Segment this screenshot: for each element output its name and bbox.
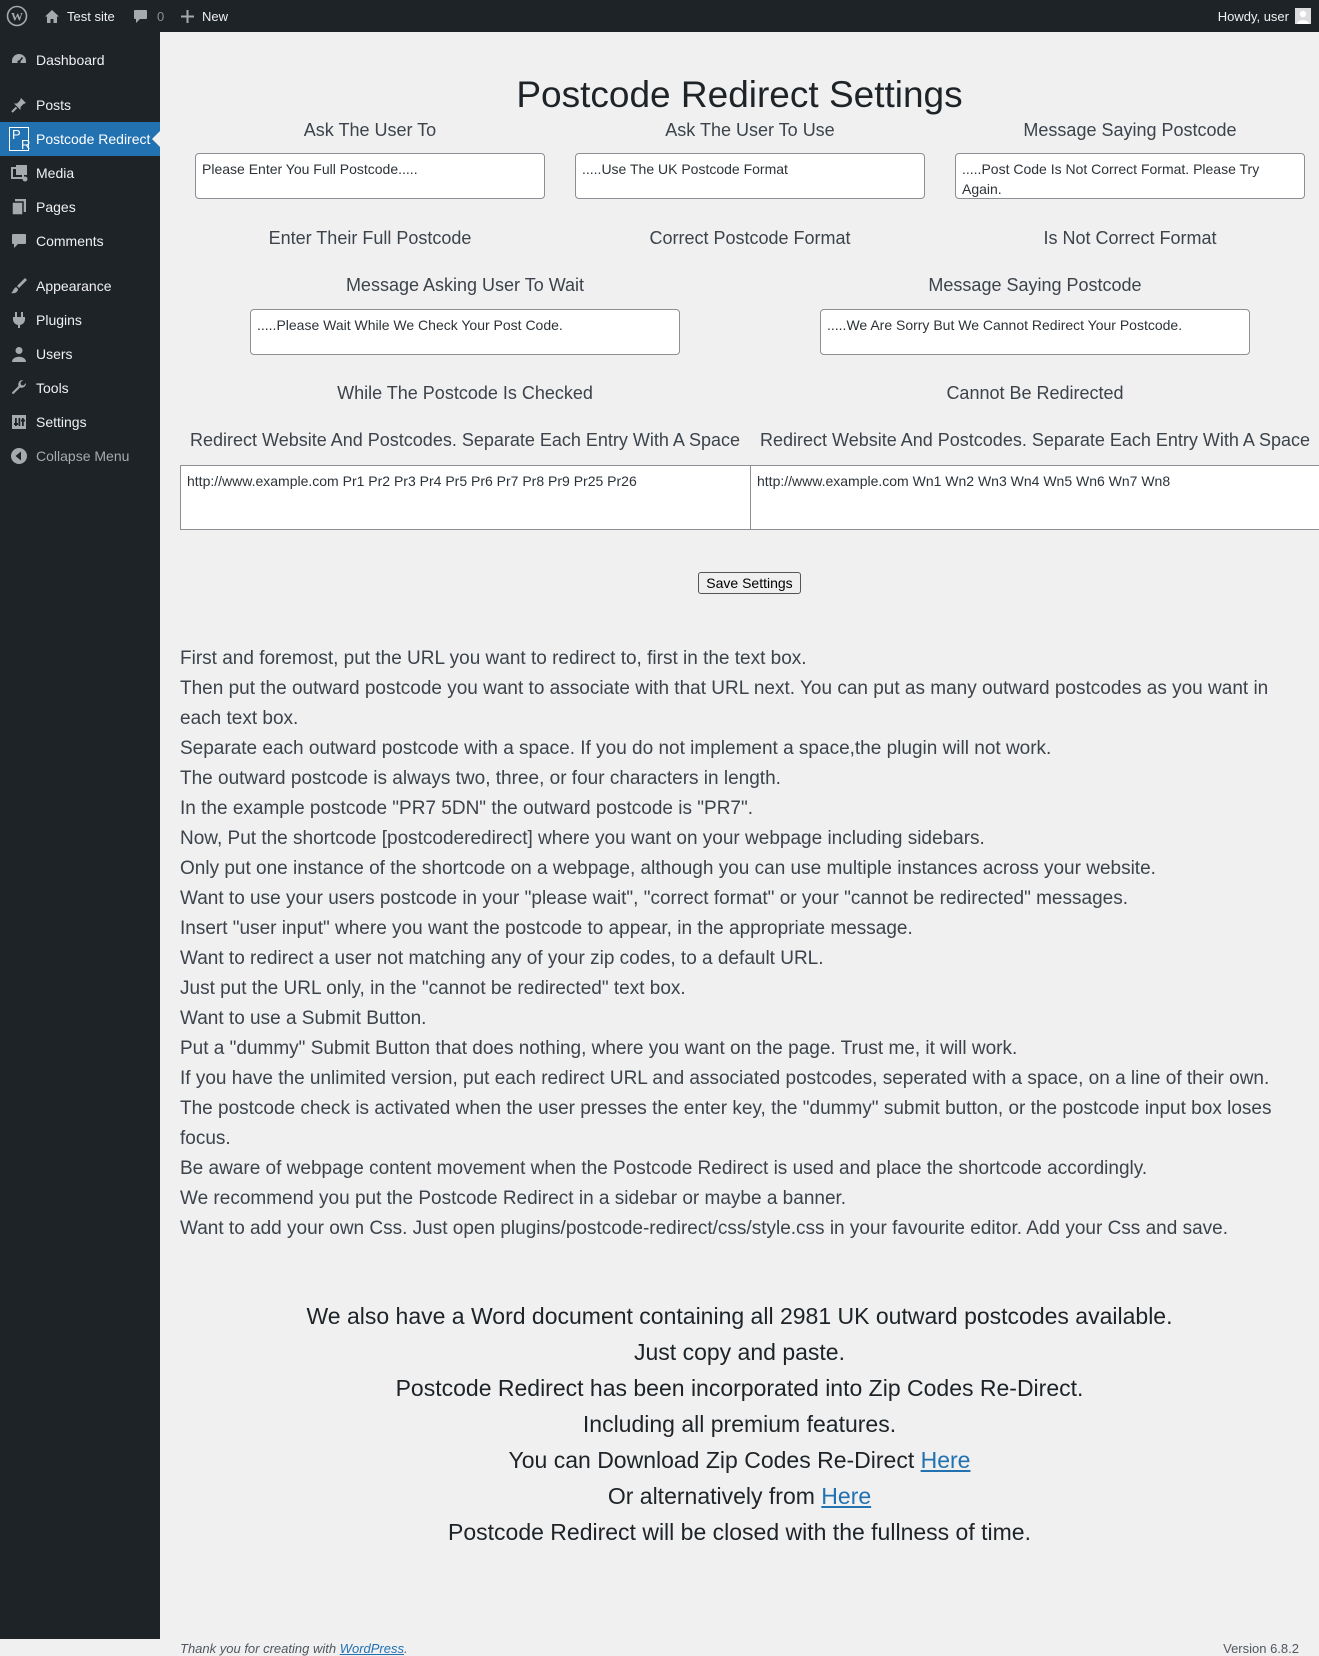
redirect-website-label-1: Redirect Website And Postcodes. Separate Each Entry With A Space <box>190 430 740 450</box>
instruction-line: Just put the URL only, in the "cannot be redirected" text box. <box>180 978 686 999</box>
new-label: New <box>202 8 229 24</box>
menu-label: Plugins <box>36 312 82 328</box>
footer-version: Version 6.8.2 <box>1223 1641 1299 1656</box>
admin-bar <box>0 0 1319 32</box>
brush-icon <box>9 276 29 296</box>
redirect-postcodes-textarea-1[interactable]: http://www.example.com Pr1 Pr2 Pr3 Pr4 Pr5 Pr6 Pr7 Pr8 Pr9 Pr25 Pr26 <box>180 465 752 530</box>
promo-line: Including all premium features. <box>582 1411 897 1437</box>
instruction-line: Want to use a Submit Button. <box>180 1008 427 1029</box>
pages-icon <box>9 197 29 217</box>
menu-users[interactable] <box>0 337 160 371</box>
instruction-line: Be aware of webpage content movement when the Postcode Redirect is used and place the shortcode accordingly. <box>180 1158 1148 1179</box>
promo-line-download <box>160 1442 1319 1478</box>
menu-label: Collapse Menu <box>36 448 130 464</box>
footer-period: . <box>404 1641 408 1656</box>
promo-line: Postcode Redirect has been incorporated into Zip Codes Re-Direct. <box>395 1375 1084 1401</box>
promo-line: We also have a Word document containing all 2981 UK outward postcodes available. <box>306 1303 1173 1329</box>
menu-label: Posts <box>36 97 72 113</box>
menu-tools[interactable] <box>0 371 160 405</box>
user-icon <box>9 344 29 364</box>
save-settings-button[interactable]: Save Settings <box>698 572 801 594</box>
instruction-line: If you have the unlimited version, put each redirect URL and associated postcodes, seperated with a space, on a line of their own. <box>180 1068 1270 1089</box>
dashboard-icon <box>9 50 29 70</box>
menu-plugins[interactable] <box>0 303 160 337</box>
svg-text:W: W <box>11 9 23 24</box>
promo-line: Postcode Redirect will be closed with the fullness of time. <box>448 1519 1031 1545</box>
menu-label: Media <box>36 165 75 181</box>
alternative-here-link[interactable]: Here <box>821 1483 872 1509</box>
instruction-line: The outward postcode is always two, three, or four characters in length. <box>180 768 781 789</box>
please-wait-sublabel: While The Postcode Is Checked <box>337 383 593 403</box>
please-wait-label: Message Asking User To Wait <box>345 275 585 295</box>
menu-label: Pages <box>36 199 76 215</box>
menu-label: Users <box>36 346 73 362</box>
menu-label: Postcode Redirect <box>36 131 151 147</box>
collapse-menu-button[interactable] <box>0 439 160 473</box>
howdy-text: Howdy, user <box>1217 8 1289 24</box>
cannot-redirect-textarea[interactable]: .....We Are Sorry But We Cannot Redirect Your Postcode. <box>820 309 1250 355</box>
site-name-link[interactable] <box>44 0 115 32</box>
ask-user-to-sublabel: Enter Their Full Postcode <box>268 228 472 248</box>
collapse-icon <box>9 446 29 466</box>
instruction-line: Want to use your users postcode in your "please wait", "correct format" or your "cannot be redirected" messages. <box>180 888 1128 909</box>
message-postcode-label: Message Saying Postcode <box>1023 120 1237 140</box>
footer-thanks <box>180 1641 408 1656</box>
media-icon <box>9 163 29 183</box>
instruction-line: Want to redirect a user not matching any of your zip codes, to a default URL. <box>180 948 824 969</box>
footer-thanks-text: Thank you for creating with <box>180 1641 340 1656</box>
wordpress-link[interactable]: WordPress <box>339 1641 404 1656</box>
menu-label: Appearance <box>36 278 112 294</box>
promo-line: Just copy and paste. <box>634 1339 845 1365</box>
instruction-line: We recommend you put the Postcode Redirect in a sidebar or maybe a banner. <box>180 1188 847 1209</box>
promo-text: You can Download Zip Codes Re-Direct <box>508 1447 921 1473</box>
pr-logo-icon <box>9 127 31 152</box>
instruction-line: Insert "user input" where you want the postcode to appear, in the appropriate message. <box>180 918 913 939</box>
logo-letter: R <box>21 137 31 152</box>
logo-letter: P <box>12 127 21 142</box>
redirect-website-label-2: Redirect Website And Postcodes. Separate Each Entry With A Space <box>760 430 1310 450</box>
correct-format-sublabel: Correct Postcode Format <box>649 228 851 248</box>
menu-label: Comments <box>36 233 104 249</box>
home-icon <box>44 9 60 24</box>
menu-comments[interactable] <box>0 224 160 258</box>
ask-user-to-textarea[interactable]: Please Enter You Full Postcode..... <box>195 153 545 199</box>
avatar <box>1295 8 1311 24</box>
please-wait-textarea[interactable]: .....Please Wait While We Check Your Post Code. <box>250 309 680 355</box>
correct-format-textarea[interactable]: .....Use The UK Postcode Format <box>575 153 925 199</box>
pin-icon <box>9 95 29 115</box>
cannot-redirect-label: Message Saying Postcode <box>928 275 1142 295</box>
instruction-line: First and foremost, put the URL you want to redirect to, first in the text box. <box>180 648 807 669</box>
instruction-line: Want to add your own Css. Just open plugins/postcode-redirect/css/style.css in your favourite editor. Add your Css and save. <box>180 1218 1228 1239</box>
promo-text: Or alternatively from <box>607 1483 822 1509</box>
menu-label: Dashboard <box>36 52 105 68</box>
wordpress-logo-icon[interactable] <box>6 0 28 32</box>
menu-media[interactable] <box>0 156 160 190</box>
ask-user-to-label: Ask The User To <box>303 120 437 140</box>
not-correct-format-textarea[interactable]: .....Post Code Is Not Correct Format. Please Try Again. <box>955 153 1305 199</box>
instructions <box>180 644 1310 1244</box>
plus-icon <box>181 10 194 23</box>
menu-postcode-redirect[interactable] <box>0 122 160 156</box>
menu-settings[interactable] <box>0 405 160 439</box>
menu-posts[interactable] <box>0 88 160 122</box>
menu-appearance[interactable] <box>0 269 160 303</box>
promo-block <box>160 1298 1319 1550</box>
instruction-line: Separate each outward postcode with a space. If you do not implement a space,the plugin will not work. <box>180 738 1052 759</box>
wrench-icon <box>9 378 29 398</box>
main-content <box>160 32 1319 1656</box>
comments-count: 0 <box>157 8 165 24</box>
menu-label: Settings <box>36 414 87 430</box>
download-here-link[interactable]: Here <box>920 1447 971 1473</box>
instruction-line: The postcode check is activated when the user presses the enter key, the "dummy" submit button, or the postcode input box loses focus. <box>180 1098 1272 1149</box>
cannot-redirect-sublabel: Cannot Be Redirected <box>946 383 1124 403</box>
instruction-line: In the example postcode "PR7 5DN" the outward postcode is "PR7". <box>180 798 754 819</box>
settings-icon <box>9 412 29 432</box>
ask-user-to-use-label: Ask The User To Use <box>665 120 835 140</box>
not-correct-format-sublabel: Is Not Correct Format <box>1043 228 1217 248</box>
my-account-link[interactable] <box>1218 0 1311 32</box>
plug-icon <box>9 310 29 330</box>
page-title: Postcode Redirect Settings <box>516 74 963 115</box>
promo-line-alternative <box>160 1478 1319 1514</box>
instruction-line: Now, Put the shortcode [postcoderedirect] where you want on your webpage including sidebars. <box>180 828 985 849</box>
comments-link[interactable] <box>133 0 164 32</box>
new-content-link[interactable] <box>181 0 228 32</box>
instruction-line: Then put the outward postcode you want to associate with that URL next. You can put as many outward postcodes as you want in each text box. <box>180 678 1269 729</box>
instruction-line: Only put one instance of the shortcode on a webpage, although you can use multiple instances across your website. <box>180 858 1156 879</box>
menu-dashboard[interactable] <box>0 43 160 77</box>
instruction-line: Put a "dummy" Submit Button that does nothing, where you want on the page. Trust me, it will work. <box>180 1038 1018 1059</box>
menu-pages[interactable] <box>0 190 160 224</box>
admin-sidebar <box>0 32 160 1639</box>
comments-icon <box>9 231 29 251</box>
menu-label: Tools <box>36 380 69 396</box>
site-name: Test site <box>67 8 115 24</box>
redirect-postcodes-textarea-2[interactable]: http://www.example.com Wn1 Wn2 Wn3 Wn4 Wn5 Wn6 Wn7 Wn8 <box>750 465 1319 530</box>
comment-bubble-icon <box>133 9 148 24</box>
